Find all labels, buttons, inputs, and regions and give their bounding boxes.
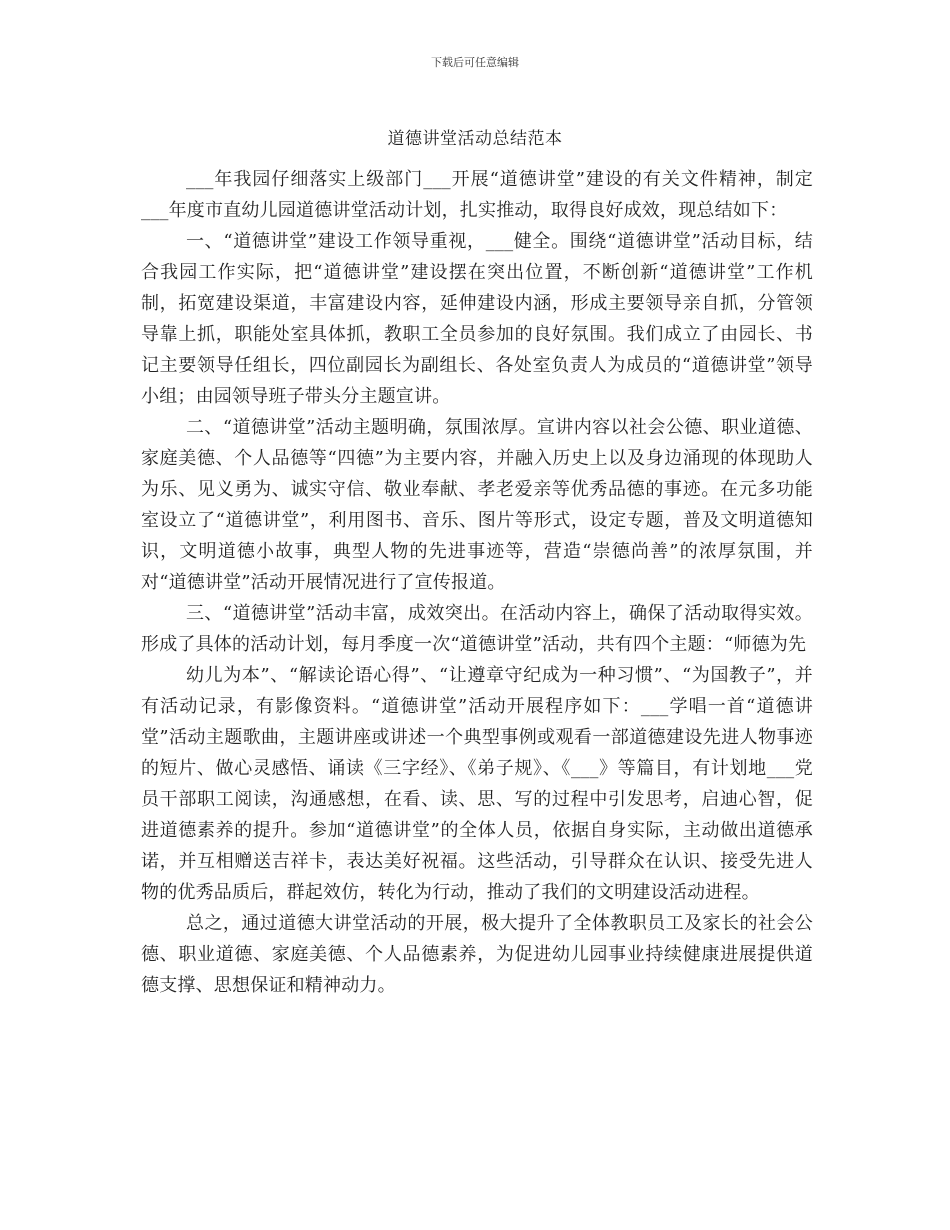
document-body [141,164,813,1001]
paragraph-conclusion: 总之，通过道德大讲堂活动的开展，极大提升了全体教职员工及家长的社会公德、职业道德、家庭美德、个人品德素养，为促进幼儿园事业持续健康进展提供道德支撑、思想保证和精神动力。 [141,913,813,996]
paragraph-section-3-continued: 幼儿为本”、“解读论语心得”、“让遵章守纪成为一种习惯”、“为国教子”，并有活动记录，有影像资料。“道德讲堂”活动开展程序如下：___学唱一首“道德讲堂”活动主题歌曲，主题讲座或讲述一个典型事例或观看一部道德建设先进人物事迹的短片、做心灵感悟、诵读《三字经》、《弟子规》、《___》等篇目，有计划地___党员干部职工阅读，沟通感想，在看、读、思、写的过程中引发思考，启迪心智，促进道德素养的提升。参加“道德讲堂”的全体人员，依据自身实际，主动做出道德承诺，并互相赠送吉祥卡，表达美好祝福。这些活动，引导群众在认识、接受先进人物的优秀品质后，群起效仿，转化为行动，推动了我们的文明建设活动进程。 [141,665,813,903]
paragraph-section-1: 一、“道德讲堂”建设工作领导重视，___健全。围绕“道德讲堂”活动目标，结合我园工作实际，把“道德讲堂”建设摆在突出位置，不断创新“道德讲堂”工作机制，拓宽建设渠道，丰富建设内容，延伸建设内涵，形成主要领导亲自抓，分管领导靠上抓，职能处室具体抓，教职工全员参加的良好氛围。我们成立了由园长、书记主要领导任组长，四位副园长为副组长、各处室负责人为成员的“道德讲堂”领导小组；由园领导班子带头分主题宣讲。 [141,231,813,407]
paragraph-intro: ___年我园仔细落实上级部门___开展“道德讲堂”建设的有关文件精神，制定___年度市直幼儿园道德讲堂活动计划，扎实推动，取得良好成效，现总结如下： [141,169,813,221]
document-title: 道德讲堂活动总结范本 [387,129,563,149]
page-header: 下载后可任意编辑 [431,56,519,69]
paragraph-section-2: 二、“道德讲堂”活动主题明确，氛围浓厚。宣讲内容以社会公德、职业道德、家庭美德、个人品德等“四德”为主要内容，并融入历史上以及身边涌现的体现助人为乐、见义勇为、诚实守信、敬业奉献、孝老爱亲等优秀品德的事迹。在元多功能室设立了“道德讲堂”，利用图书、音乐、图片等形式，设定专题，普及文明道德知识，文明道德小故事，典型人物的先进事迹等，营造“崇德尚善”的浓厚氛围，并对“道德讲堂”活动开展情况进行了宣传报道。 [141,417,813,593]
paragraph-section-3: 三、“道德讲堂”活动丰富，成效突出。在活动内容上，确保了活动取得实效。形成了具体的活动计划，每月季度一次“道德讲堂”活动，共有四个主题：“师德为先 [141,603,813,655]
